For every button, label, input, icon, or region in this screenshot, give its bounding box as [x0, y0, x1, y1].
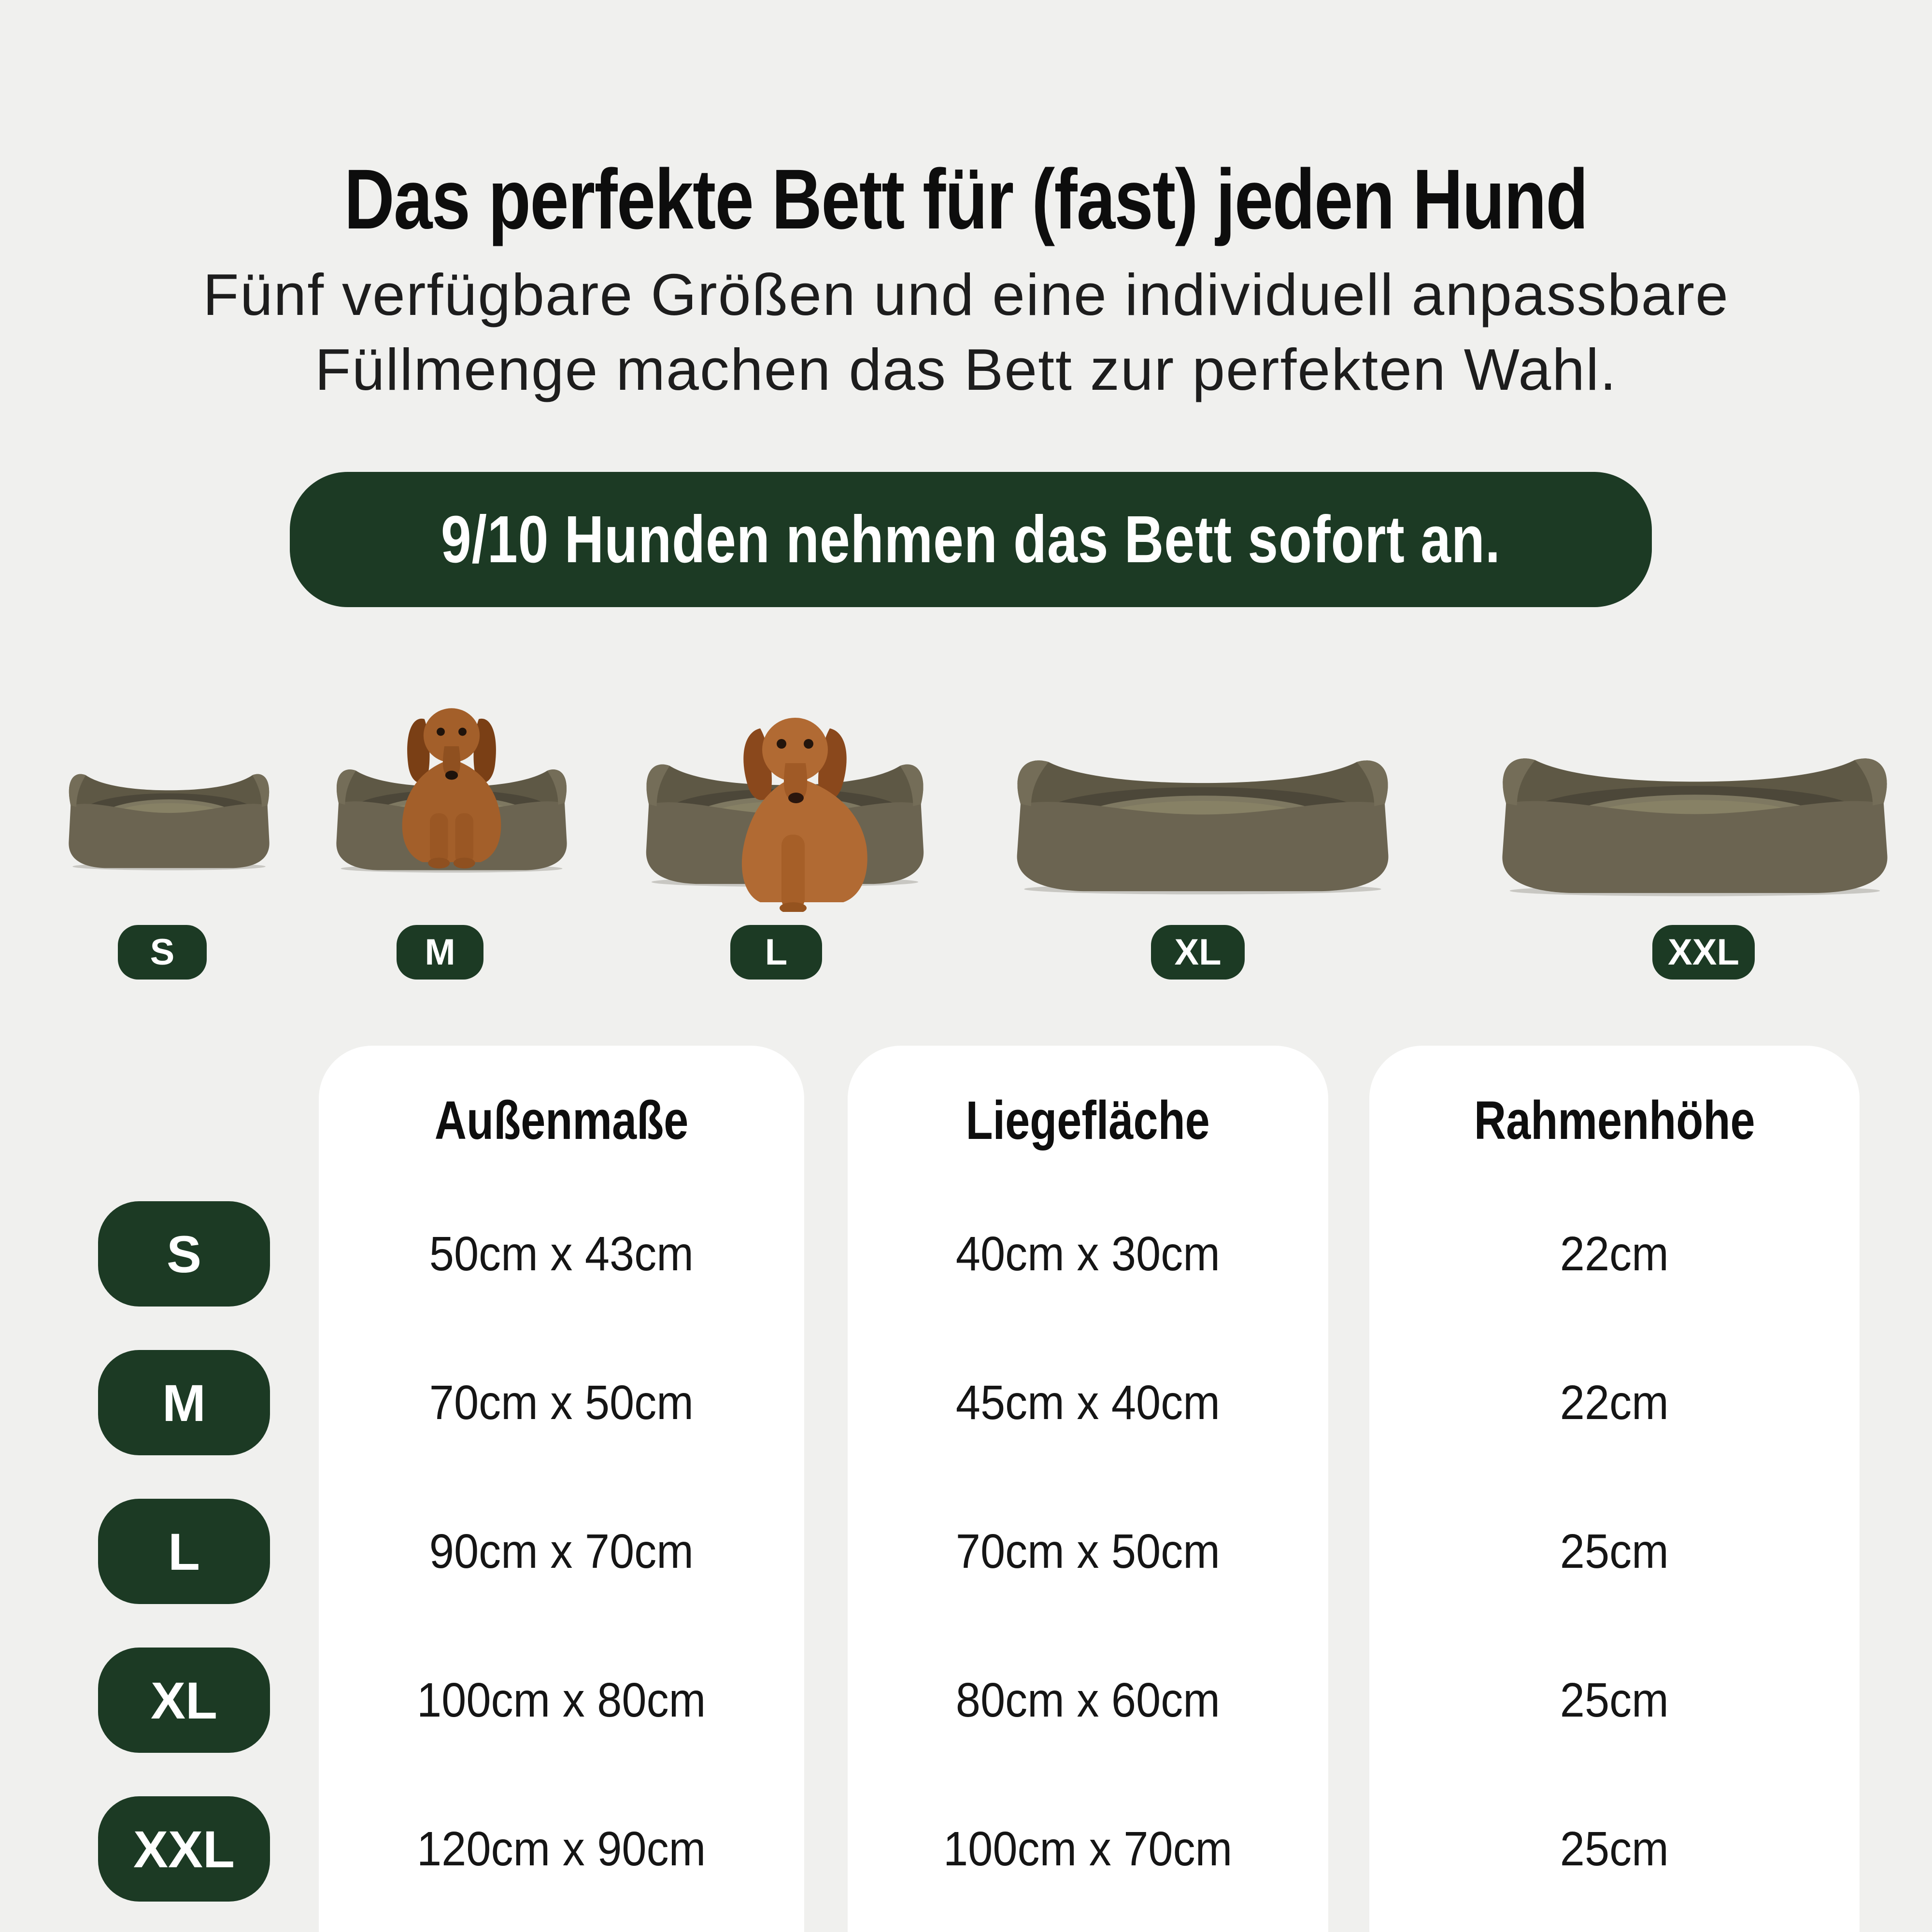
bed-illustration-xl [993, 728, 1413, 896]
column-header-rahmenhoehe [1369, 1092, 1860, 1150]
dog-bed-photo-s [56, 751, 283, 872]
row-label-s-text: S [166, 1224, 202, 1283]
cell-aussenmasse-m-text: 70cm x 50cm [429, 1376, 694, 1430]
cell-rahmenhoehe-xl [1369, 1671, 1860, 1729]
cell-aussenmasse-xl [319, 1671, 804, 1729]
cell-liegeflaeche-m [848, 1374, 1328, 1432]
subtitle-line-2: Füllmenge machen das Bett zur perfekten Wahl. [314, 337, 1618, 402]
row-label-xxl-text: XXL [133, 1819, 235, 1878]
row-label-xl-text: XL [150, 1671, 217, 1730]
cell-aussenmasse-l [319, 1522, 804, 1580]
row-label-m [98, 1350, 270, 1455]
cell-liegeflaeche-l [848, 1522, 1328, 1580]
cell-rahmenhoehe-s-text: 22cm [1560, 1227, 1669, 1281]
column-header-rahmenhoehe-text: Rahmenhöhe [1474, 1090, 1755, 1151]
dachshund-illustration [379, 688, 524, 869]
cell-rahmenhoehe-m-text: 22cm [1560, 1376, 1669, 1430]
cell-aussenmasse-l-text: 90cm x 70cm [429, 1524, 694, 1578]
cell-aussenmasse-xl-text: 100cm x 80cm [417, 1673, 706, 1727]
subtitle-line-1: Fünf verfügbare Größen und eine individuell anpassbare [203, 262, 1729, 327]
column-header-liegeflaeche-text: Liegefläche [966, 1090, 1210, 1151]
dachshund-photo [379, 688, 524, 869]
vizsla-photo [710, 699, 894, 912]
cell-rahmenhoehe-l [1369, 1522, 1860, 1580]
column-header-aussenmasse [319, 1092, 804, 1150]
page-title [0, 151, 1932, 248]
cell-rahmenhoehe-xl-text: 25cm [1560, 1673, 1669, 1727]
bed-size-badge-xl-label: XL [1174, 932, 1222, 973]
cell-aussenmasse-xxl-text: 120cm x 90cm [417, 1822, 706, 1876]
table-column-panel-liegeflaeche [848, 1046, 1328, 1932]
claim-banner [290, 472, 1652, 607]
row-label-xxl [98, 1796, 270, 1902]
row-label-l [98, 1499, 270, 1604]
cell-liegeflaeche-xxl-text: 100cm x 70cm [943, 1822, 1233, 1876]
cell-liegeflaeche-xl [848, 1671, 1328, 1729]
cell-rahmenhoehe-s [1369, 1225, 1860, 1283]
bed-size-badge-xxl-label: XXL [1668, 932, 1739, 973]
bed-illustration-xxl [1477, 725, 1913, 898]
cell-liegeflaeche-l-text: 70cm x 50cm [955, 1524, 1221, 1578]
cell-liegeflaeche-xl-text: 80cm x 60cm [955, 1673, 1221, 1727]
bed-size-badge-s-label: S [150, 932, 175, 973]
cell-rahmenhoehe-l-text: 25cm [1560, 1524, 1669, 1578]
table-column-panel-rahmenhoehe [1369, 1046, 1860, 1932]
cell-aussenmasse-s [319, 1225, 804, 1283]
cell-aussenmasse-m [319, 1374, 804, 1432]
page-subtitle [0, 257, 1932, 407]
row-label-s [98, 1201, 270, 1307]
column-header-aussenmasse-text: Außenmaße [434, 1090, 689, 1151]
cell-liegeflaeche-xxl [848, 1820, 1328, 1878]
bed-size-badge-m [397, 925, 483, 980]
cell-rahmenhoehe-m [1369, 1374, 1860, 1432]
row-label-xl [98, 1648, 270, 1753]
dog-bed-photo-xl [993, 728, 1413, 896]
page-title-text: Das perfekte Bett für (fast) jeden Hund [344, 152, 1588, 247]
row-label-m-text: M [162, 1373, 206, 1432]
bed-size-badge-m-label: M [425, 932, 455, 973]
bed-size-badge-l-label: L [765, 932, 788, 973]
cell-aussenmasse-xxl [319, 1820, 804, 1878]
column-header-liegeflaeche [848, 1092, 1328, 1150]
bed-illustration-s [56, 751, 283, 872]
bed-size-badge-xl [1151, 925, 1245, 980]
bed-size-badge-s [118, 925, 207, 980]
bed-size-badge-l [730, 925, 822, 980]
bed-size-badge-xxl [1652, 925, 1755, 980]
table-column-panel-aussenmasse [319, 1046, 804, 1932]
cell-aussenmasse-s-text: 50cm x 43cm [429, 1227, 694, 1281]
dog-bed-photo-xxl [1477, 725, 1913, 898]
cell-rahmenhoehe-xxl-text: 25cm [1560, 1822, 1669, 1876]
row-label-l-text: L [168, 1522, 200, 1581]
cell-liegeflaeche-m-text: 45cm x 40cm [955, 1376, 1221, 1430]
cell-rahmenhoehe-xxl [1369, 1820, 1860, 1878]
vizsla-illustration [710, 699, 894, 912]
cell-liegeflaeche-s [848, 1225, 1328, 1283]
claim-banner-text: 9/10 Hunden nehmen das Bett sofort an. [440, 502, 1501, 577]
cell-liegeflaeche-s-text: 40cm x 30cm [955, 1227, 1221, 1281]
